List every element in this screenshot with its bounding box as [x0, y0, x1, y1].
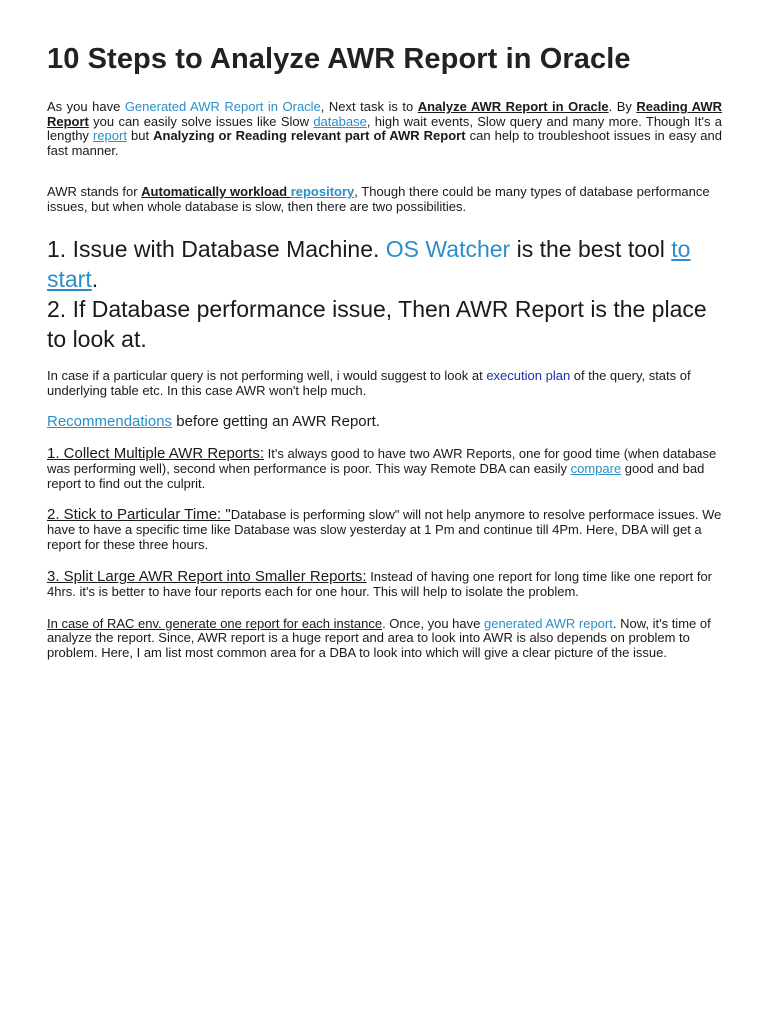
- awr-bold-automatically: Automatically workload: [141, 184, 291, 199]
- intro-text-6: but: [126, 128, 154, 143]
- page-title: 10 Steps to Analyze AWR Report in Oracle: [47, 43, 631, 75]
- step-3-heading: 3. Split Large AWR Report into Smaller Reports:: [47, 568, 367, 585]
- intro-text-5: , high wait events, Slow query and many more. Though It's a lengthy: [47, 113, 722, 143]
- execution-plan-link[interactable]: execution plan: [486, 368, 571, 383]
- generated-awr-report-link-2[interactable]: generated AWR report: [483, 615, 613, 631]
- possibility-1-text-a: 1. Issue with Database Machine.: [47, 236, 386, 262]
- awr-text-2: , Though there could be many types of database performance issues, but when whole database is slow, then there are two possibilities.: [47, 184, 710, 214]
- step-1-text-2: good and bad report to find out the culprit.: [47, 461, 705, 491]
- intro-bold-analyze: Analyze AWR Report in Oracle: [417, 99, 609, 114]
- step-2-heading: 2. Stick to Particular Time: ": [47, 506, 231, 523]
- query-text-1: In case if a particular query is not performing well, i would suggest to look at: [47, 368, 487, 383]
- recommendations-link[interactable]: Recommendations: [47, 413, 173, 430]
- step-2-paragraph: [47, 507, 722, 552]
- intro-text-1: As you have: [47, 99, 125, 114]
- possibilities-list: [47, 234, 722, 354]
- intro-paragraph: [47, 100, 722, 158]
- query-text-2: of the query, stats of underlying table etc. In this case AWR won't help much.: [47, 368, 691, 398]
- possibility-1-text-b: is the best tool: [510, 236, 672, 262]
- recommendations-text: before getting an AWR Report.: [172, 413, 380, 430]
- os-watcher-link[interactable]: OS Watcher: [385, 236, 511, 262]
- step-1-text-1: It's always good to have two AWR Reports, one for good time (when database was performing well), second when performance is poor. This way Remote DBA can easily: [47, 446, 717, 476]
- step-2-text: Database is performing slow" will not help anymore to resolve performace issues. We have to have a specific time like Database was slow yesterday at 1 Pm and continue till 4Pm. Here, DBA will get a report for these three hours.: [47, 507, 722, 552]
- step-1-paragraph: [47, 446, 722, 491]
- recommendations-heading: [47, 414, 722, 430]
- rac-text-2: . Now, it's time of analyze the report. Since, AWR report is a huge report and area to look into AWR is also depends on problem to problem. Here, I am list most common area for a DBA to look into which will give a clear picture of the issue.: [47, 615, 711, 660]
- repository-link[interactable]: repository: [290, 184, 355, 199]
- rac-paragraph: [47, 617, 722, 661]
- query-paragraph: [47, 369, 722, 398]
- intro-bold-relevant: Analyzing or Reading relevant part of AWR Report: [153, 128, 466, 143]
- step-3-paragraph: [47, 569, 722, 600]
- intro-bold-reading: Reading AWR Report: [47, 99, 723, 129]
- rac-text-1: . Once, you have: [382, 615, 484, 631]
- rac-underlined-text: In case of RAC env. generate one report for each instance: [47, 615, 383, 631]
- intro-text-7: can help to troubleshoot issues in easy and fast manner.: [47, 128, 722, 158]
- compare-link[interactable]: compare: [570, 461, 622, 476]
- possibility-2-text: 2. If Database performance issue, Then AWR Report is the place to look at.: [47, 296, 707, 352]
- generated-awr-report-link[interactable]: Generated AWR Report in Oracle: [124, 99, 321, 114]
- step-1-heading: 1. Collect Multiple AWR Reports:: [47, 445, 265, 462]
- intro-text-3: . By: [608, 99, 637, 114]
- report-link[interactable]: report: [92, 128, 127, 143]
- awr-definition-paragraph: [47, 185, 722, 214]
- possibility-1-text-c: .: [91, 266, 99, 292]
- to-start-link[interactable]: to start: [47, 236, 691, 292]
- intro-text-4: you can easily solve issues like Slow: [88, 113, 314, 129]
- awr-text-1: AWR stands for: [47, 184, 142, 199]
- article-body: [47, 40, 722, 660]
- intro-text-2: , Next task is to: [320, 99, 418, 114]
- database-link[interactable]: database: [313, 113, 367, 129]
- step-3-text: Instead of having one report for long time like one report for 4hrs. it's is better to have four reports each for one hour. This will help to isolate the problem.: [47, 569, 712, 599]
